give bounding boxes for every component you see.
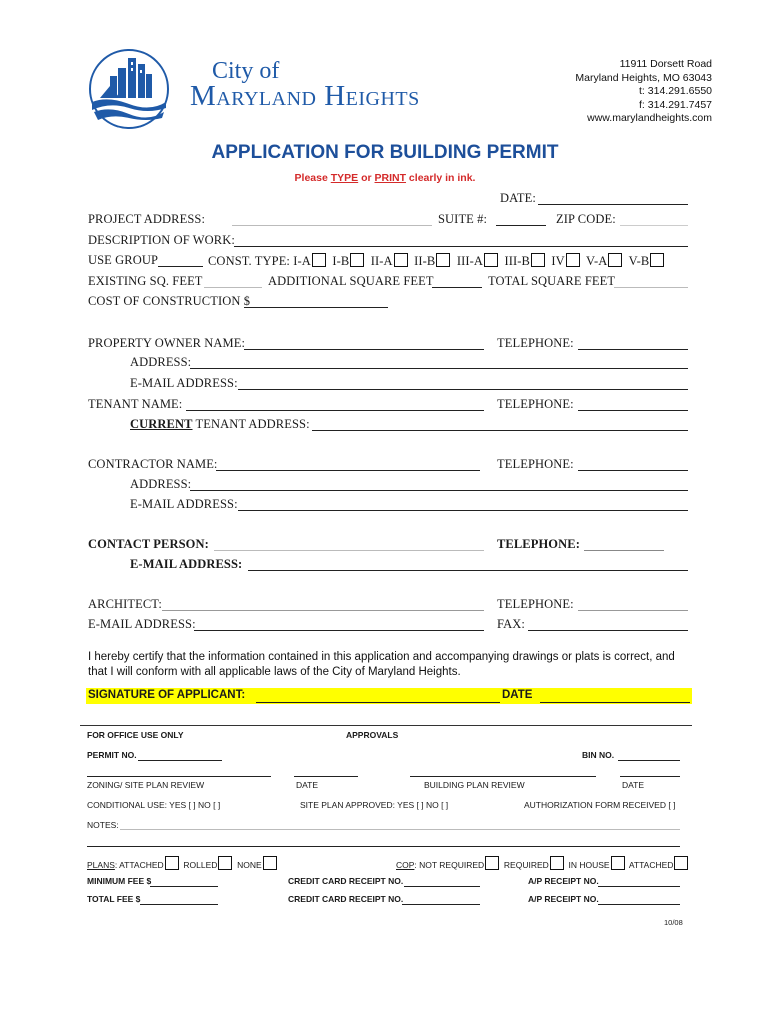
- credit-card-2-label: CREDIT CARD RECEIPT NO.: [288, 894, 404, 904]
- tenant-address-text: TENANT ADDRESS:: [192, 417, 310, 431]
- building-review-line[interactable]: [410, 776, 596, 777]
- form-title: APPLICATION FOR BUILDING PERMIT: [211, 142, 559, 163]
- contractor-email-label: E-MAIL ADDRESS:: [130, 497, 238, 511]
- instruction-suffix: clearly in ink.: [406, 172, 476, 184]
- contact-telephone-field[interactable]: [584, 550, 664, 551]
- use-group-field[interactable]: [158, 266, 203, 267]
- const-type-va[interactable]: V-A: [586, 254, 622, 268]
- approvals-label: APPROVALS: [346, 730, 399, 740]
- description-field[interactable]: [234, 246, 688, 247]
- zip-label: ZIP CODE:: [556, 212, 616, 226]
- notes-field-2[interactable]: [87, 846, 680, 847]
- additional-sqft-label: ADDITIONAL SQUARE FEET: [268, 274, 434, 288]
- architect-fax-field[interactable]: [528, 630, 688, 631]
- contractor-name-label: CONTRACTOR NAME:: [88, 457, 218, 471]
- contractor-address-field[interactable]: [190, 490, 688, 491]
- signature-date-label: DATE: [502, 689, 533, 701]
- owner-email-field[interactable]: [238, 389, 688, 390]
- contact-email-label: E-MAIL ADDRESS:: [130, 557, 243, 571]
- revision-date: 10/08: [664, 918, 683, 927]
- fax-number: f: 314.291.7457: [639, 98, 712, 111]
- instruction-or: or: [358, 172, 375, 184]
- logo-city-name: Maryland Heights: [190, 80, 420, 112]
- total-sqft-field[interactable]: [614, 287, 688, 288]
- plans-attached[interactable]: : ATTACHED: [115, 860, 179, 870]
- city-logo-emblem-icon: [88, 48, 170, 130]
- plans-label: PLANS: [87, 860, 115, 870]
- const-type-label: CONST. TYPE:: [208, 254, 290, 268]
- conditional-use[interactable]: CONDITIONAL USE: YES [ ] NO [ ]: [87, 800, 221, 810]
- contact-person-label: CONTACT PERSON:: [88, 537, 209, 551]
- site-plan-approved[interactable]: SITE PLAN APPROVED: YES [ ] NO [ ]: [300, 800, 449, 810]
- owner-email-label: E-MAIL ADDRESS:: [130, 376, 238, 390]
- owner-name-label: PROPERTY OWNER NAME:: [88, 336, 246, 350]
- tenant-address-field[interactable]: [312, 430, 688, 431]
- city-address-block: [575, 58, 712, 126]
- signature-field[interactable]: [256, 702, 500, 703]
- contact-telephone-label: TELEPHONE:: [497, 537, 580, 551]
- tenant-address-label: [130, 417, 310, 432]
- permit-no-field[interactable]: [138, 760, 222, 761]
- cop-label: COP: [396, 860, 415, 870]
- instruction: [0, 172, 770, 184]
- tenant-telephone-field[interactable]: [578, 410, 688, 411]
- cop-attached[interactable]: ATTACHED: [629, 860, 689, 870]
- const-type-vb[interactable]: V-B: [629, 254, 665, 268]
- zoning-review-label: ZONING/ SITE PLAN REVIEW: [87, 780, 205, 790]
- credit-card-2-field[interactable]: [402, 904, 480, 905]
- notes-field[interactable]: [120, 829, 680, 830]
- notes-label: NOTES:: [87, 820, 119, 830]
- project-address-field[interactable]: [232, 225, 432, 226]
- ap-receipt-2-field[interactable]: [598, 904, 680, 905]
- tenant-telephone-label: TELEPHONE:: [497, 397, 574, 411]
- const-type-ib[interactable]: I-B: [332, 254, 364, 268]
- const-type-row: [208, 253, 664, 269]
- address-line1: 11911 Dorsett Road: [619, 58, 712, 70]
- plans-none[interactable]: NONE: [237, 860, 277, 870]
- contact-email-field[interactable]: [248, 570, 688, 571]
- suite-label: SUITE #:: [438, 212, 488, 226]
- office-use-header: FOR OFFICE USE ONLY: [87, 730, 184, 740]
- signature-label: SIGNATURE OF APPLICANT:: [88, 689, 246, 701]
- architect-email-label: E-MAIL ADDRESS:: [88, 617, 196, 631]
- architect-email-field[interactable]: [194, 630, 484, 631]
- suite-field[interactable]: [496, 225, 546, 226]
- contractor-name-field[interactable]: [216, 470, 480, 471]
- cop-in-house[interactable]: IN HOUSE: [569, 860, 625, 870]
- zoning-review-line[interactable]: [87, 776, 271, 777]
- use-group-label: USE GROUP: [88, 253, 159, 267]
- additional-sqft-field[interactable]: [432, 287, 482, 288]
- total-sqft-label: TOTAL SQUARE FEET: [488, 274, 616, 288]
- const-type-iv[interactable]: IV: [551, 254, 579, 268]
- instruction-type: TYPE: [330, 172, 359, 184]
- date2-label: DATE: [622, 780, 645, 790]
- date1-line[interactable]: [294, 776, 358, 777]
- plans-rolled[interactable]: ROLLED: [183, 860, 232, 870]
- date2-line[interactable]: [620, 776, 680, 777]
- logo-city-of: City of: [212, 58, 280, 84]
- architect-name-field[interactable]: [162, 610, 484, 611]
- signature-date-field[interactable]: [540, 702, 690, 703]
- existing-sqft-field[interactable]: [204, 287, 262, 288]
- owner-name-field[interactable]: [244, 349, 484, 350]
- cop-not-required[interactable]: : NOT REQUIRED: [414, 860, 499, 870]
- city-logo: [88, 48, 170, 130]
- building-review-label: BUILDING PLAN REVIEW: [424, 780, 525, 790]
- cost-field[interactable]: [244, 307, 388, 308]
- const-type-iiia[interactable]: III-A: [457, 254, 498, 268]
- architect-telephone-label: TELEPHONE:: [497, 597, 574, 611]
- instruction-print: PRINT: [374, 172, 407, 184]
- contractor-telephone-field[interactable]: [578, 470, 688, 471]
- credit-card-1-label: CREDIT CARD RECEIPT NO.: [288, 876, 404, 886]
- architect-name-label: ARCHITECT:: [88, 597, 162, 611]
- address-line2: Maryland Heights, MO 63043: [575, 71, 712, 84]
- minimum-fee-field[interactable]: [150, 886, 218, 887]
- total-fee-label: TOTAL FEE $: [87, 894, 141, 904]
- owner-telephone-field[interactable]: [578, 349, 688, 350]
- minimum-fee-label: MINIMUM FEE $: [87, 876, 152, 886]
- owner-telephone-label: TELEPHONE:: [497, 336, 574, 350]
- ap-receipt-1-field[interactable]: [598, 886, 680, 887]
- date1-label: DATE: [296, 780, 319, 790]
- cost-label: COST OF CONSTRUCTION $: [88, 294, 251, 308]
- tenant-name-field[interactable]: [186, 410, 484, 411]
- cop-required[interactable]: REQUIRED: [504, 860, 564, 870]
- description-label: DESCRIPTION OF WORK:: [88, 233, 235, 247]
- plans-row: [87, 856, 277, 870]
- owner-address-label: ADDRESS:: [130, 355, 192, 369]
- tenant-name-label: TENANT NAME:: [88, 397, 183, 411]
- architect-fax-label: FAX:: [497, 617, 525, 631]
- authorization-form[interactable]: AUTHORIZATION FORM RECEIVED [ ]: [524, 800, 676, 810]
- contractor-telephone-label: TELEPHONE:: [497, 457, 574, 471]
- architect-telephone-field[interactable]: [578, 610, 688, 611]
- ap-receipt-1-label: A/P RECEIPT NO.: [528, 876, 599, 886]
- const-type-ia[interactable]: I-A: [293, 254, 326, 268]
- zip-field[interactable]: [620, 225, 688, 226]
- permit-no-label: PERMIT NO.: [87, 750, 137, 760]
- owner-address-field[interactable]: [190, 368, 688, 369]
- existing-sqft-label: EXISTING SQ. FEET: [88, 274, 203, 288]
- project-address-label: PROJECT ADDRESS:: [88, 212, 206, 226]
- total-fee-field[interactable]: [140, 904, 218, 905]
- instruction-prefix: Please: [294, 172, 331, 184]
- date-field[interactable]: [538, 204, 688, 205]
- bin-no-field[interactable]: [618, 760, 680, 761]
- date-label: DATE:: [500, 191, 536, 205]
- ap-receipt-2-label: A/P RECEIPT NO.: [528, 894, 599, 904]
- const-type-iia[interactable]: II-A: [371, 254, 408, 268]
- website: www.marylandheights.com: [587, 112, 712, 124]
- contractor-address-label: ADDRESS:: [130, 477, 192, 491]
- bin-no-label: BIN NO.: [582, 750, 615, 760]
- credit-card-1-field[interactable]: [404, 886, 480, 887]
- cop-row: [396, 856, 688, 870]
- const-type-iib[interactable]: II-B: [414, 254, 450, 268]
- phone-number: t: 314.291.6550: [639, 85, 712, 97]
- certification-text: I hereby certify that the information contained in this application and accompanying drawings or plats is correct, and that I will conform with all applicable laws of the City of Maryland Heights.: [88, 651, 675, 678]
- contact-person-field[interactable]: [214, 550, 484, 551]
- const-type-iiib[interactable]: III-B: [504, 254, 545, 268]
- tenant-current-label: CURRENT: [130, 417, 193, 431]
- contractor-email-field[interactable]: [238, 510, 688, 511]
